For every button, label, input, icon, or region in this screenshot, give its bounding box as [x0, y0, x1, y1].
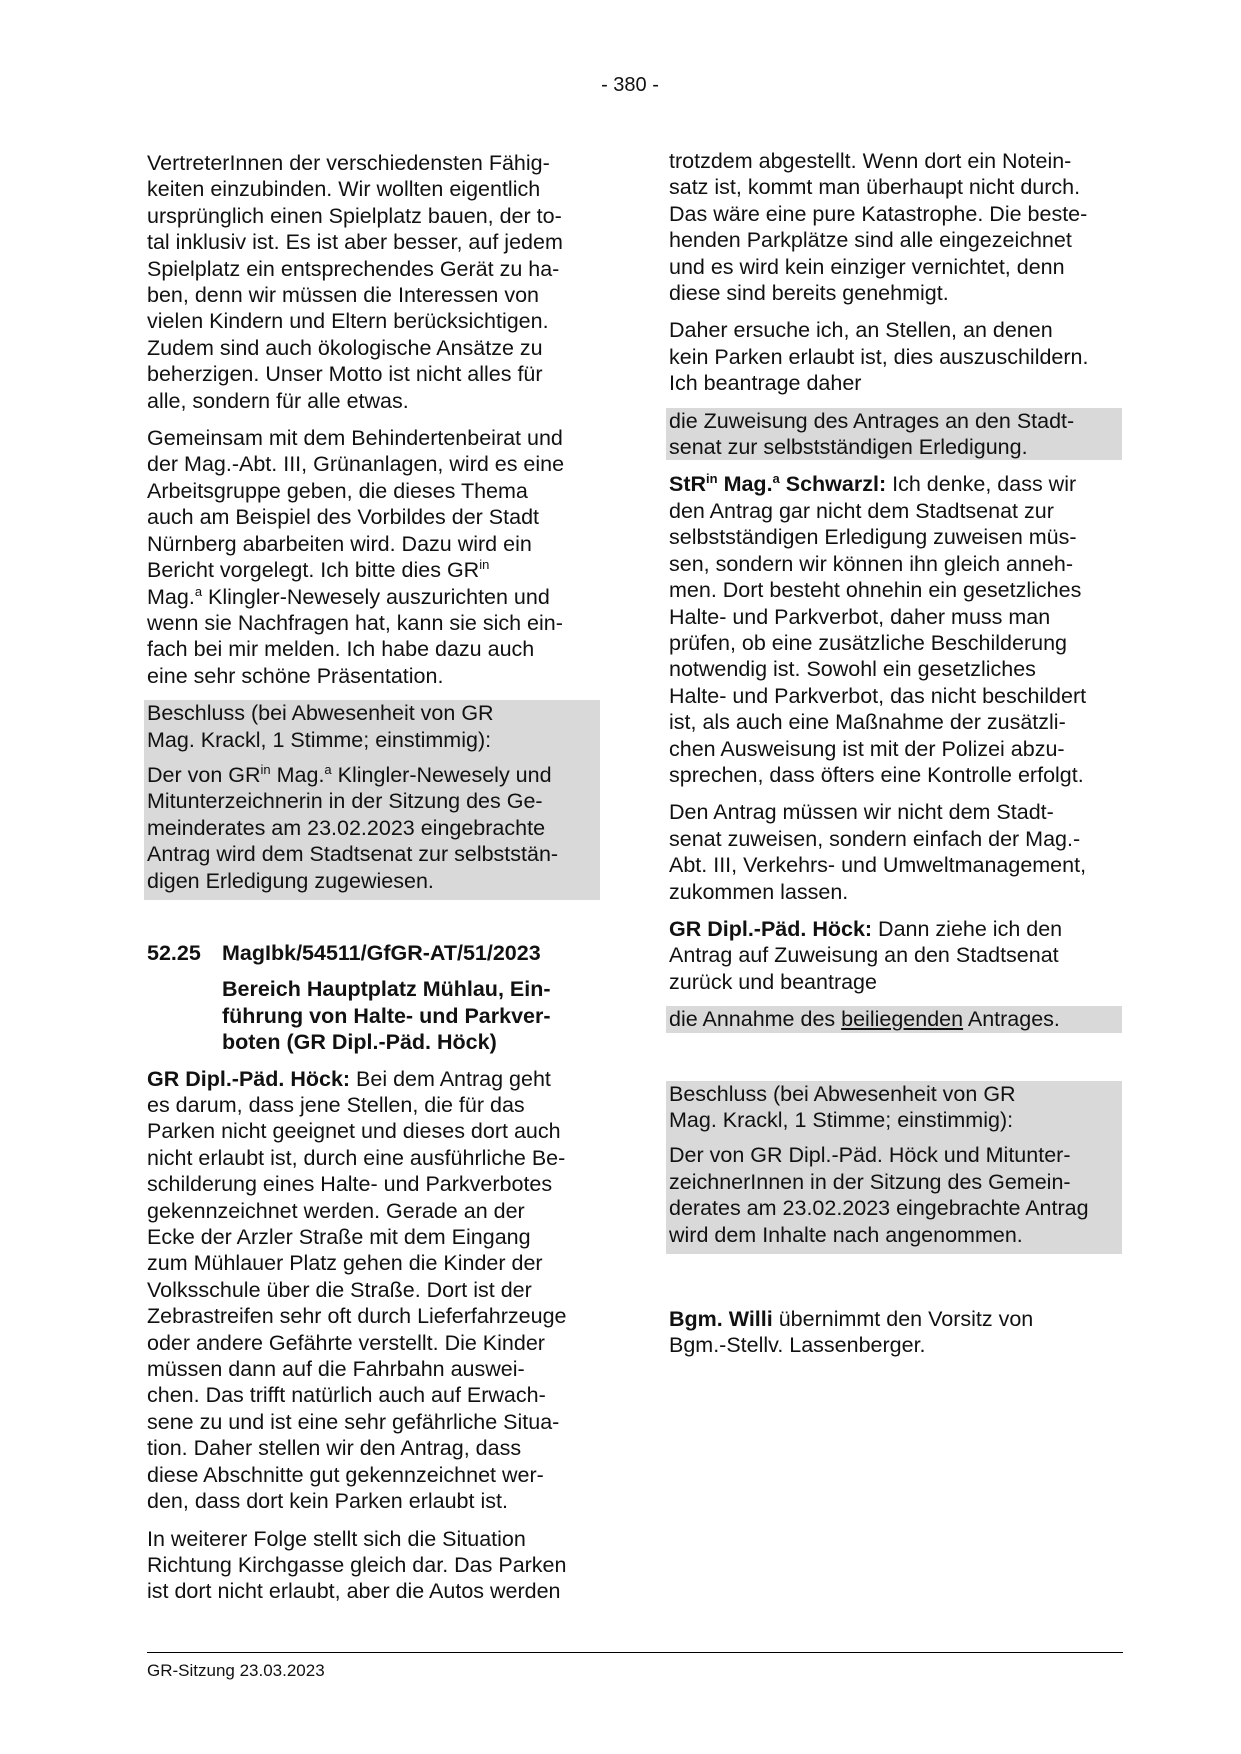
left-paragraph-3: GR Dipl.-Päd. Höck: Bei dem Antrag geht es darum, dass jene Stellen, die für das Parken nicht geeignet und dieses dort auch nicht erlaubt ist, durch eine ausführliche Be- schilderung eines Halte- und Parkverbotes gekennzeichnet werden. Gerade an der Ecke der Arzler Straße mit dem Eingang zum Mühlauer Platz gehen die Kinder der Volksschule über die Straße. Dort ist der Zebrastreifen sehr oft durch Lieferfahrzeuge oder andere Gefährte verstellt. Die Kinder müssen dann auf die Fahrbahn auswei- chen. Das trifft natürlich auch auf Erwach- sene zu und ist eine sehr gefährliche Situa- tion. Daher stellen wir den Antrag, dass diese Abschnitte gut gekennzeichnet wer- den, dass dort kein Parken erlaubt ist.	[147, 1066, 567, 1514]
motion-box-1	[666, 408, 1122, 461]
right-column	[669, 148, 1125, 1370]
agenda-item-title: Bereich Hauptplatz Mühlau, Ein- führung von Halte- und Parkver- boten (GR Dipl.-Päd. Höck)	[222, 977, 551, 1055]
left-paragraph-4: In weiterer Folge stellt sich die Situation Richtung Kirchgasse gleich dar. Das Parken ist dort nicht erlaubt, aber die Autos werden	[147, 1526, 567, 1604]
speaker-name: StR$^{in}$ Mag.$^a$ Schwarzl:	[669, 471, 887, 497]
right-paragraph-6: Bgm. Willi übernimmt den Vorsitz von Bgm.-Stellv. Lassenberger.	[669, 1307, 1034, 1358]
motion-box-2	[666, 1006, 1122, 1032]
decision-box-left	[144, 700, 600, 900]
right-paragraph-4: Den Antrag müssen wir nicht dem Stadt- senat zuweisen, sondern einfach der Mag.- Abt. III, Verkehrs- und Umweltmanagement, zukommen lassen.	[669, 800, 1087, 904]
footer-text: GR-Sitzung 23.03.2023	[147, 1661, 325, 1680]
agenda-item-number: 52.25	[147, 940, 201, 965]
speaker-name: Bgm. Willi	[669, 1307, 773, 1332]
decision-text: Der von $GR^{in}$ Mag.$^a$ Klingler-Newesely und Mitunterzeichnerin in der Sitzung des Ge- meinderates am 23.02.2023 eingebrachte Antrag wird dem Stadtsenat zur selbststän- digen Erledigung zugewiesen.	[147, 761, 559, 893]
page-number: - 380 -	[601, 74, 659, 96]
decision-heading: Beschluss (bei Abwesenheit von GR Mag. Krackl, 1 Stimme; einstimmig):	[669, 1081, 1016, 1132]
right-paragraph-3: StR$^{in}$ Mag.$^a$ Schwarzl: Ich denke, dass wir den Antrag gar nicht dem Stadtsenat zur selbstständigen Erledigung zuweisen müs- sen, sondern wir können ihn gleich anneh- men. Dort besteht ohnehin ein gesetzliches Halte- und Parkverbot, daher muss man prüfen, ob eine zusätzliche Beschilderung notwendig ist. Sowohl ein gesetzliches Halte- und Parkverbot, das nicht beschildert ist, als auch eine Maßnahme der zusätzli- chen Ausweisung ist mit der Polizei abzu- sprechen, dass öfters eine Kontrolle erfolgt.	[669, 471, 1087, 787]
left-paragraph-2: Gemeinsam mit dem Behindertenbeirat und der Mag.-Abt. III, Grünanlagen, wird es eine Arbeitsgruppe geben, die dieses Thema auch am Beispiel des Vorbildes der Stadt Nürnberg abarbeiten wird. Dazu wird ein Bericht vorgelegt. Ich bitte dies $GR^{in}$ Mag.$^a$ Klingler-Newesely auszurichten und wenn sie Nachfragen hat, kann sie sich ein- fach bei mir melden. Ich habe dazu auch eine sehr schöne Präsentation.	[147, 426, 565, 688]
left-paragraph-1: VertreterInnen der verschiedensten Fähig- keiten einzubinden. Wir wollten eigentlich ursprünglich einen Spielplatz bauen, der to- tal inklusiv ist. Es ist aber besser, auf jedem Spielplatz ein entsprechendes Gerät zu ha- ben, denn wir müssen die Interessen von vielen Kindern und Eltern berücksichtigen. Zudem sind auch ökologische Ansätze zu beherzigen. Unser Motto ist nicht alles für alle, sondern für alle etwas.	[147, 151, 563, 413]
underlined-word: beiliegenden	[841, 1007, 964, 1032]
right-paragraph-1: trotzdem abgestellt. Wenn dort ein Notein- satz ist, kommt man überhaupt nicht durch. Das wäre eine pure Katastrophe. Die beste- henden Parkplätze sind alle eingezeichnet und es wird kein einziger vernichtet, denn diese sind bereits genehmigt.	[669, 149, 1088, 306]
right-paragraph-2: Daher ersuche ich, an Stellen, an denen kein Parken erlaubt ist, dies auszuschildern. Ich beantrage daher	[669, 318, 1089, 396]
agenda-item-reference: MagIbk/54511/GfGR-AT/51/2023	[222, 940, 541, 965]
right-paragraph-5: GR Dipl.-Päd. Höck: Dann ziehe ich den Antrag auf Zuweisung an den Stadtsenat zurück und beantrage	[669, 916, 1063, 994]
speaker-name: GR Dipl.-Päd. Höck:	[669, 916, 873, 941]
left-column	[147, 150, 603, 1616]
motion-text-2: die Annahme des beiliegenden Antrages.	[669, 1007, 1060, 1032]
decision-box-right	[666, 1081, 1122, 1254]
footer-divider	[147, 1652, 1123, 1653]
speaker-name: GR Dipl.-Päd. Höck:	[147, 1066, 351, 1091]
decision-text: Der von GR Dipl.-Päd. Höck und Mitunter- zeichnerInnen in der Sitzung des Gemein- derates am 23.02.2023 eingebrachte Antrag wird dem Inhalte nach angenommen.	[669, 1143, 1089, 1247]
motion-text-1: die Zuweisung des Antrages an den Stadt- senat zur selbstständigen Erledigung.	[669, 408, 1075, 460]
decision-heading: Beschluss (bei Abwesenheit von GR Mag. Krackl, 1 Stimme; einstimmig):	[147, 701, 494, 752]
agenda-item	[147, 940, 603, 1056]
